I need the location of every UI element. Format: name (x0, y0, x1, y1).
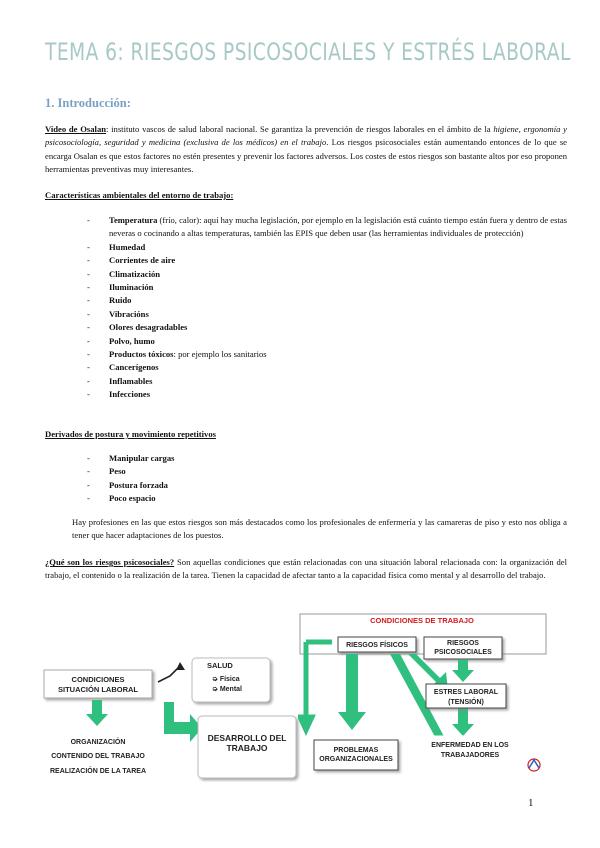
list-item (87, 241, 567, 254)
fisica-label: ➭ Física (212, 676, 240, 683)
temperature-label: Temperatura (109, 215, 158, 225)
env-item: Ruido (109, 295, 132, 306)
env-item: Iluminación (109, 282, 154, 293)
salud-label: SALUD (207, 661, 233, 670)
list-item (87, 492, 175, 505)
env-item: Olores desagradables (109, 322, 188, 333)
intro-italic: higiene, ergonomía y psicosociología, seguridad y medicina (exclusiva de los médicos) en el trabajo (45, 124, 567, 148)
env-item: Corrientes de aire (109, 255, 176, 266)
list-item (87, 465, 175, 478)
page-title: TEMA 6: RIESGOS PSICOSOCIALES Y ESTRÉS LABORAL (45, 38, 571, 66)
posture-item: Poco espacio (109, 493, 156, 504)
enfermedad-line1: ENFERMEDAD EN LOS (431, 742, 509, 749)
env-item: Cancerígenos (109, 362, 159, 373)
list-item (87, 254, 567, 267)
env-item: Vibracións (109, 308, 149, 319)
question-label: ¿Qué son los riesgos psicosociales? (45, 557, 175, 567)
question-text: Son aquellas condiciones que están relacionadas con una situación laboral relacionada con: la organización del trabajo, el contenido o la realización de la tarea. Tienen la capacidad de afectar tanto a la capacidad física como mental y al desarrollo del trabajo. (45, 557, 567, 581)
arrow-right-icon (164, 702, 202, 742)
posture-item: Manipular cargas (109, 453, 175, 463)
fisica-text: Física (219, 676, 240, 683)
env-item: Climatización (109, 268, 161, 279)
problemas-line2: ORGANIZACIONALES (319, 756, 393, 763)
conditions-line1: CONDICIONES (71, 675, 125, 684)
realizacion-label: REALIZACIÓN DE LA TAREA (49, 768, 147, 775)
toxic-label: Productos tóxicos (109, 349, 174, 360)
desarrollo-line2: TRABAJO (226, 743, 268, 753)
list-item (87, 348, 567, 361)
mental-text: Mental (219, 686, 242, 693)
down-arrow-icon (338, 654, 366, 730)
env-item: Polvo, humo (109, 335, 155, 346)
list-item (87, 268, 567, 281)
list-item (87, 308, 567, 321)
left-diagram (40, 652, 302, 782)
desarrollo-line1: DESARROLLO DEL (207, 733, 287, 743)
intro-lead: Video de Osalan (45, 124, 107, 134)
psico-line2: PSICOSOCIALES (434, 649, 492, 656)
organizacion-label: ORGANIZACIÓN (70, 739, 126, 746)
estres-line2: (TENSIÓN) (448, 699, 484, 706)
list-item (87, 335, 567, 348)
list-item (87, 321, 567, 334)
section-heading-introduction: 1. Introducción: (45, 96, 131, 110)
env-heading: Características ambientales del entorno de trabajo: (45, 190, 234, 200)
psico-line1: RIESGOS (447, 640, 479, 647)
posture-item: Postura forzada (109, 479, 168, 490)
fisicos-label: RIESGOS FÍSICOS (346, 642, 408, 649)
estres-line1: ESTRES LABORAL (433, 689, 499, 696)
question-paragraph (45, 556, 567, 583)
right-diagram (298, 612, 550, 780)
problemas-line1: PROBLEMAS (333, 747, 379, 754)
page-number: 1 (528, 797, 534, 809)
intro-text-2: . Los riesgos psicosociales están aumentando entonces de lo que se encarga Osalan es que estos factores no estén presentes y prevenir los factores adversos. Los costes de estos riesgos son bastante altos por eso proponen herramientas preventivas muy interesantes. (45, 137, 567, 175)
posture-heading: Derivados de postura y movimiento repetitivos (45, 429, 216, 439)
env-list (87, 214, 567, 402)
arrowhead-icon (176, 662, 185, 670)
list-item (87, 294, 567, 307)
temperature-text: (frío, calor): aquí hay mucha legislación, por ejemplo en la legislación está cuánto tiempo están fuera y dentro de estas neveras o cocinando a altas temperaturas, también las EPIS que deben usar (las herramientas individuales de protección) (109, 215, 567, 239)
env-item: Inflamables (109, 375, 153, 386)
toxic-text: : por ejemplo los sanitarios (173, 349, 267, 360)
list-item (87, 375, 567, 388)
posture-item: Peso (109, 466, 126, 477)
conditions-line2: SITUACIÓN LABORAL (58, 685, 138, 694)
problemas-box (314, 740, 398, 770)
list-item (87, 361, 567, 374)
posture-list (87, 452, 175, 506)
connector-line (158, 666, 180, 682)
env-item: Humedad (109, 241, 146, 252)
professions-paragraph: Hay profesiones en las que estos riesgos son más destacados como los profesionales de enfermería y las camareras de piso y esto nos obliga a tener que hacer adaptaciones de los puestos. (72, 517, 567, 541)
lower-down-arrow-icon (452, 708, 474, 736)
intro-text-1: : instituto vascos de salud laboral nacional. Se garantiza la prevención de riesgos laborales en el ámbito de la (106, 124, 494, 134)
list-item (87, 452, 175, 465)
list-item (87, 388, 567, 401)
list-item (87, 281, 567, 294)
enfermedad-line2: TRABAJADORES (440, 752, 500, 759)
env-item: Infecciones (109, 389, 151, 400)
logo-icon (528, 759, 540, 771)
list-item (87, 214, 567, 241)
left-bend-arrow-icon (300, 642, 332, 730)
list-item (87, 479, 175, 492)
intro-paragraph (45, 123, 567, 177)
mental-label: ➭ Mental (212, 686, 242, 693)
header-label: CONDICIONES DE TRABAJO (370, 616, 474, 625)
arrow-down-icon (86, 700, 108, 726)
small-down-arrow-icon (452, 660, 474, 682)
contenido-label: CONTENIDO DEL TRABAJO (51, 753, 145, 760)
